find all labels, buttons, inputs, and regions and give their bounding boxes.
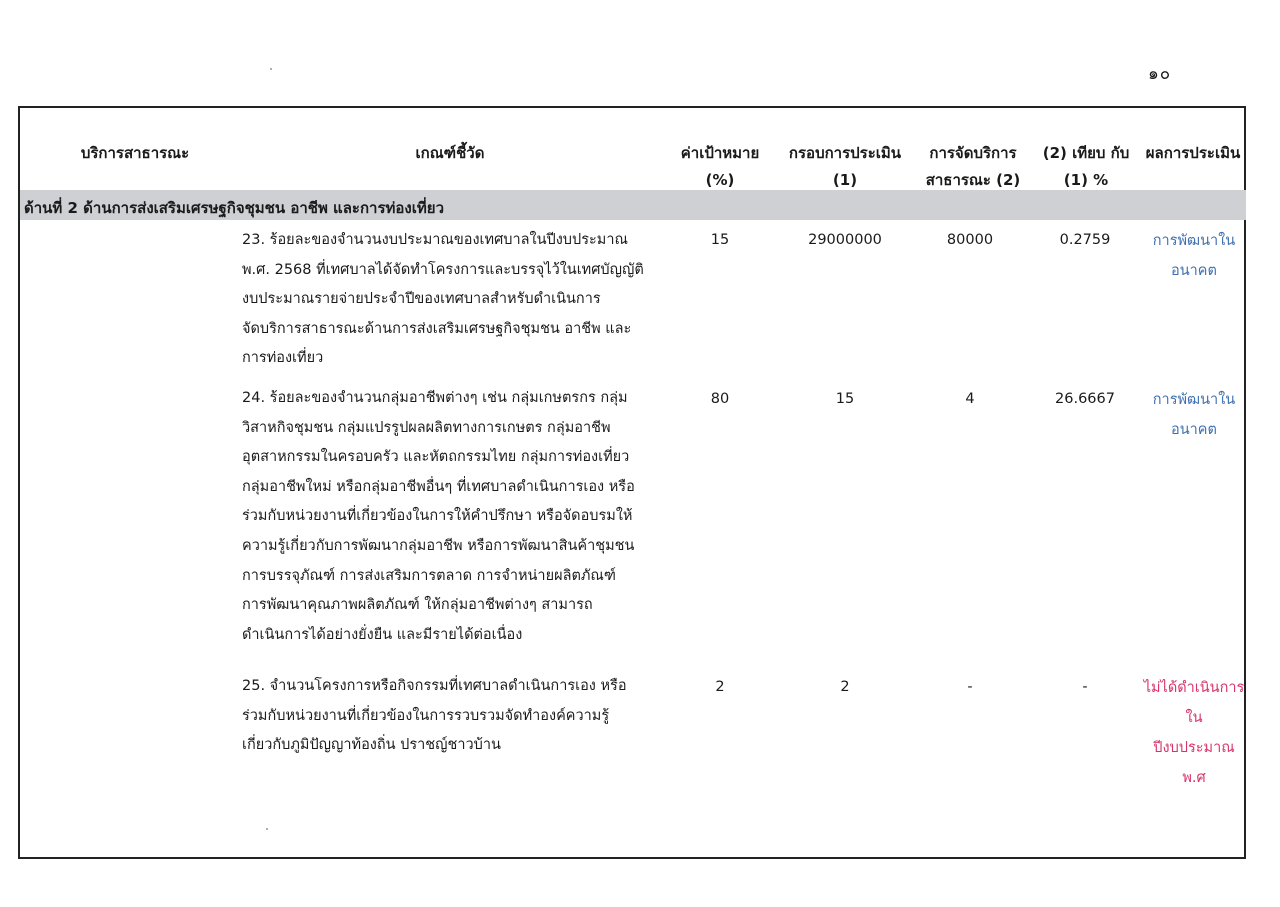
header-compare (1032, 140, 1140, 194)
provision-value-23: 80000 (946, 232, 994, 248)
header-target-line1: ค่าเป้าหมาย (680, 144, 760, 162)
provision-value-24: 4 (965, 391, 975, 407)
indicator-line: อุตสาหกรรมในครอบครัว และหัตถกรรมไทย กลุ่มการท่องเที่ยว (242, 449, 630, 466)
result-line: อนาคต (1171, 263, 1217, 279)
header-frame-line1: กรอบการประเมิน (788, 144, 902, 162)
header-compare-line2: (1) % (1063, 171, 1109, 189)
page-number: ๑๐ (1148, 64, 1172, 84)
target-value-24: 80 (710, 391, 730, 407)
indicator-line: ร่วมกับหน่วยงานที่เกี่ยวข้องในการให้คำปรึกษา หรือจัดอบรมให้ (242, 508, 633, 525)
result-line: ใน (1185, 710, 1203, 726)
indicator-line: การบรรจุภัณฑ์ การส่งเสริมการตลาด การจำหน่ายผลิตภัณฑ์ (242, 567, 616, 584)
header-provision (918, 140, 1028, 194)
header-frame-line2: (1) (832, 171, 858, 189)
result-line: พ.ศ (1182, 770, 1206, 786)
header-provision-line2: สาธารณะ (2) (925, 171, 1021, 189)
target-value-25: 2 (715, 679, 725, 695)
header-indicator-label: เกณฑ์ชี้วัด (415, 144, 485, 162)
frame-value-23: 29000000 (808, 232, 882, 248)
evaluation-table (18, 106, 1246, 859)
indicator-line: 23. ร้อยละของจำนวนงบประมาณของเทศบาลในปีงบประมาณ (242, 232, 628, 248)
result-23 (1138, 226, 1250, 286)
indicator-line: ความรู้เกี่ยวกับการพัฒนากลุ่มอาชีพ หรือการพัฒนาสินค้าชุมชน (242, 537, 635, 554)
indicator-line: วิสาหกิจชุมชน กลุ่มแปรรูปผลผลิตทางการเกษตร กลุ่มอาชีพ (242, 419, 611, 436)
header-target (672, 140, 768, 194)
provision-value-25: - (967, 679, 973, 695)
result-line: ปีงบประมาณ (1153, 740, 1235, 756)
compare-value-23: 0.2759 (1059, 232, 1111, 248)
header-service-label: บริการสาธารณะ (80, 144, 190, 162)
target-value-23: 15 (710, 232, 730, 248)
section-title: ด้านที่ 2 ด้านการส่งเสริมเศรษฐกิจชุมชน อาชีพ และการท่องเที่ยว (24, 199, 444, 217)
frame-value-25: 2 (840, 679, 850, 695)
result-line: การพัฒนาใน (1152, 233, 1236, 249)
frame-value-24: 15 (835, 391, 855, 407)
indicator-line: 24. ร้อยละของจำนวนกลุ่มอาชีพต่างๆ เช่น กลุ่มเกษตรกร กลุ่ม (242, 390, 628, 406)
scan-speck (270, 68, 272, 70)
result-25 (1130, 673, 1258, 793)
indicator-line: การพัฒนาคุณภาพผลิตภัณฑ์ ให้กลุ่มอาชีพต่างๆ สามารถ (242, 597, 593, 614)
compare-value-25: - (1082, 679, 1088, 695)
indicator-line: ร่วมกับหน่วยงานที่เกี่ยวข้องในการรวบรวมจัดทำองค์ความรู้ (242, 707, 610, 724)
header-result (1140, 140, 1246, 167)
indicator-line: จัดบริการสาธารณะด้านการส่งเสริมเศรษฐกิจชุมชน อาชีพ และ (242, 320, 632, 337)
indicator-line: 25. จำนวนโครงการหรือกิจกรรมที่เทศบาลดำเนินการเอง หรือ (242, 678, 627, 694)
header-service (70, 140, 200, 167)
indicator-line: กลุ่มอาชีพใหม่ หรือกลุ่มอาชีพอื่นๆ ที่เทศบาลดำเนินการเอง หรือ (242, 478, 635, 495)
result-line: อนาคต (1171, 422, 1217, 438)
header-frame (780, 140, 910, 194)
indicator-line: เกี่ยวกับภูมิปัญญาท้องถิ่น ปราชญ์ชาวบ้าน (242, 737, 501, 754)
indicator-25 (242, 672, 667, 761)
section-header-row (20, 190, 1246, 220)
indicator-23 (242, 226, 667, 374)
indicator-line: ดำเนินการได้อย่างยั่งยืน และมีรายได้ต่อเนื่อง (242, 626, 523, 643)
indicator-line: การท่องเที่ยว (242, 350, 324, 367)
result-line: การพัฒนาใน (1152, 392, 1236, 408)
indicator-line: พ.ศ. 2568 ที่เทศบาลได้จัดทำโครงการและบรรจุไว้ในเทศบัญญัติ (242, 261, 644, 278)
header-provision-line1: การจัดบริการ (929, 144, 1017, 162)
compare-value-24: 26.6667 (1055, 391, 1115, 407)
header-target-line2: (%) (705, 171, 735, 189)
indicator-24 (242, 384, 667, 650)
header-result-label: ผลการประเมิน (1145, 144, 1241, 162)
result-24 (1138, 385, 1250, 445)
result-line: ไม่ได้ดำเนินการ (1143, 680, 1245, 696)
header-compare-line1: (2) เทียบ กับ (1042, 144, 1130, 162)
header-indicator (390, 140, 510, 167)
indicator-line: งบประมาณรายจ่ายประจำปีของเทศบาลสำหรับดำเนินการ (242, 291, 601, 308)
